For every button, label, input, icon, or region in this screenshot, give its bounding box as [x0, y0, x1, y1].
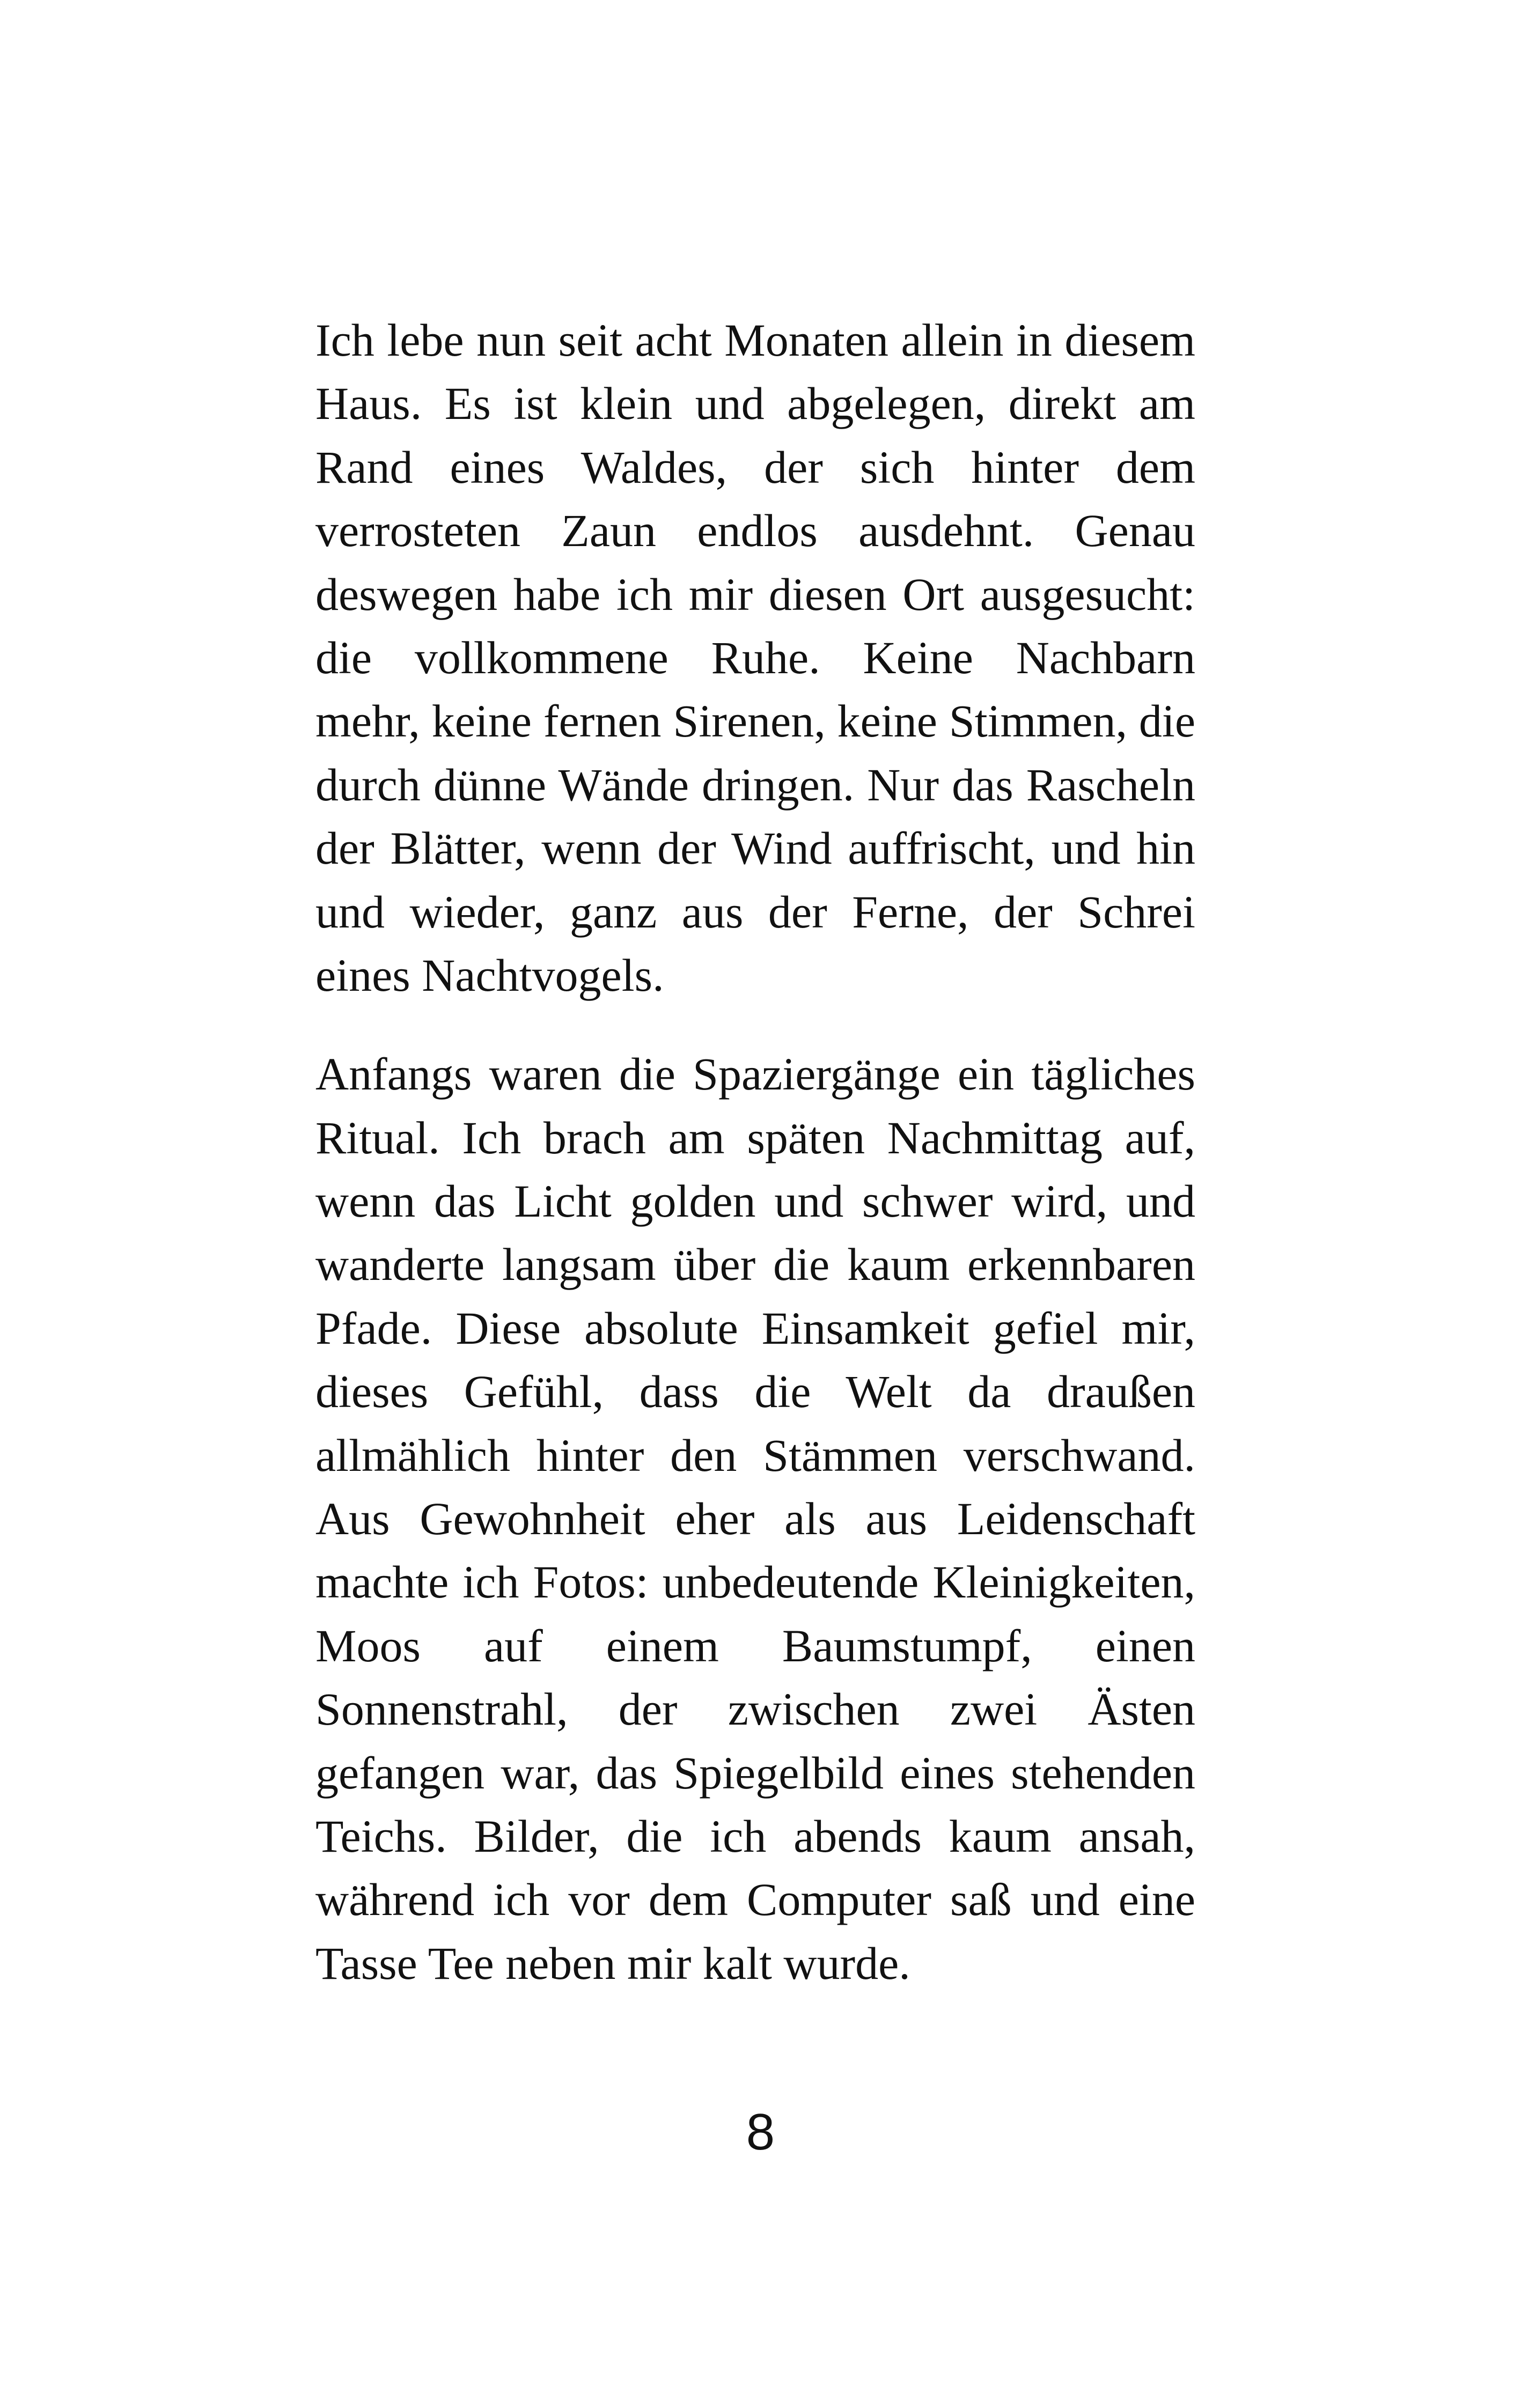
- text-line: während ich vor dem Computer saß und eine: [315, 1874, 1195, 1926]
- text-line: Ritual. Ich brach am späten Nachmittag auf,: [315, 1111, 1195, 1164]
- text-line: Pfade. Diese absolute Einsamkeit gefiel mir,: [315, 1302, 1195, 1354]
- text-line: deswegen habe ich mir diesen Ort ausgesucht:: [315, 568, 1195, 620]
- text-line: durch dünne Wände dringen. Nur das Rascheln: [315, 759, 1195, 811]
- text-line: der Blätter, wenn der Wind auffrischt, und hin: [315, 822, 1195, 874]
- text-line: Tasse Tee neben mir kalt wurde.: [315, 1937, 910, 1989]
- text-line: dieses Gefühl, dass die Welt da draußen: [315, 1366, 1195, 1418]
- text-line: Rand eines Waldes, der sich hinter dem: [315, 441, 1195, 493]
- body-text: [315, 308, 1195, 1995]
- text-line: allmählich hinter den Stämmen verschwand.: [315, 1429, 1195, 1481]
- text-line: Sonnenstrahl, der zwischen zwei Ästen: [315, 1683, 1195, 1735]
- text-line: Haus. Es ist klein und abgelegen, direkt am: [315, 378, 1195, 430]
- text-line: die vollkommene Ruhe. Keine Nachbarn: [315, 631, 1195, 683]
- page-number: 8: [746, 2103, 775, 2161]
- text-line: wanderte langsam über die kaum erkennbaren: [315, 1239, 1195, 1291]
- text-line: und wieder, ganz aus der Ferne, der Schrei: [315, 886, 1195, 938]
- text-line: Moos auf einem Baumstumpf, einen: [315, 1619, 1195, 1671]
- paragraph-1: [315, 308, 1195, 1007]
- text-line: verrosteten Zaun endlos ausdehnt. Genau: [315, 505, 1195, 557]
- text-line: eines Nachtvogels.: [315, 949, 664, 1001]
- text-line: wenn das Licht golden und schwer wird, und: [315, 1175, 1195, 1227]
- text-line: Teichs. Bilder, die ich abends kaum ansah,: [315, 1810, 1195, 1862]
- paragraph-2: [315, 1042, 1195, 1995]
- text-line: machte ich Fotos: unbedeutende Kleinigkeiten,: [315, 1556, 1195, 1608]
- text-line: Aus Gewohnheit eher als aus Leidenschaft: [315, 1493, 1195, 1545]
- text-line: Anfangs waren die Spaziergänge ein tägliches: [315, 1048, 1195, 1100]
- text-line: gefangen war, das Spiegelbild eines stehenden: [315, 1747, 1195, 1799]
- text-line: mehr, keine fernen Sirenen, keine Stimmen, die: [315, 695, 1195, 747]
- paragraph-gap: [315, 1007, 1195, 1042]
- text-line: Ich lebe nun seit acht Monaten allein in diesem: [315, 314, 1195, 366]
